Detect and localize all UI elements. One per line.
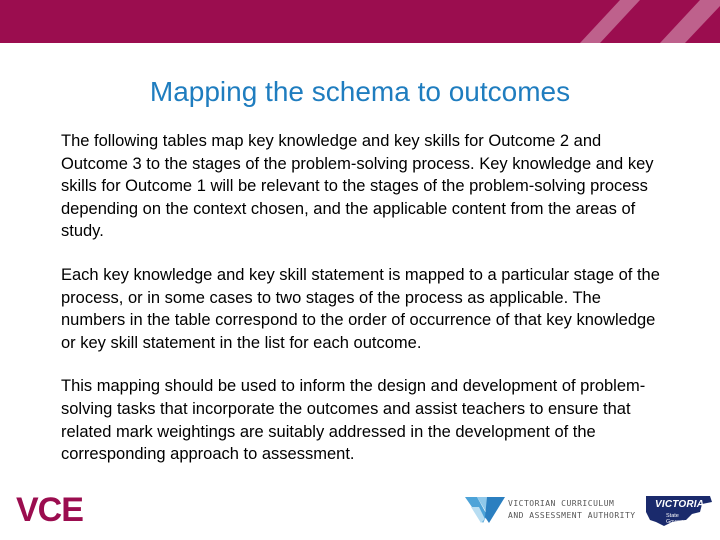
banner-stripes	[0, 0, 720, 43]
victoria-wordmark: VICTORIA	[655, 499, 705, 510]
vcaa-logo	[463, 493, 636, 527]
top-banner	[0, 0, 720, 43]
vce-logo: VCE	[16, 491, 83, 529]
vcaa-wordmark	[508, 498, 636, 522]
vcaa-mark-icon	[463, 493, 507, 527]
vcaa-line-1: VICTORIAN CURRICULUM	[508, 499, 615, 508]
vic-sub-line-1: State	[666, 513, 679, 519]
slide-title: Mapping the schema to outcomes	[149, 76, 571, 107]
vcaa-line-2: AND ASSESSMENT AUTHORITY	[508, 511, 636, 520]
paragraph-1: The following tables map key knowledge and key skills for Outcome 2 and Outcome 3 to the stages of the problem-solving process. Key knowledge and key skills for Outcome 1 will be relevant to the stages of the problem-solving process depending on the context chosen, and the applicable content from the areas of study.	[61, 132, 654, 241]
victoria-government-logo	[642, 492, 716, 528]
victoria-subtitle	[666, 513, 696, 525]
paragraph-2: Each key knowledge and key skill statement is mapped to a particular stage of the process, or in some cases to two stages of the process as applicable. The numbers in the table correspond to the order of occurrence of that key knowledge or key skill statement in the list for each outcome.	[61, 265, 660, 352]
vic-sub-line-2: Government	[666, 519, 697, 525]
slide-body	[61, 130, 663, 487]
paragraph-3: This mapping should be used to inform the design and development of problem-solving tasks that incorporate the outcomes and assist teachers to ensure that related mark weightings are suitably addressed in the development of the corresponding approach to assessment.	[61, 377, 646, 464]
